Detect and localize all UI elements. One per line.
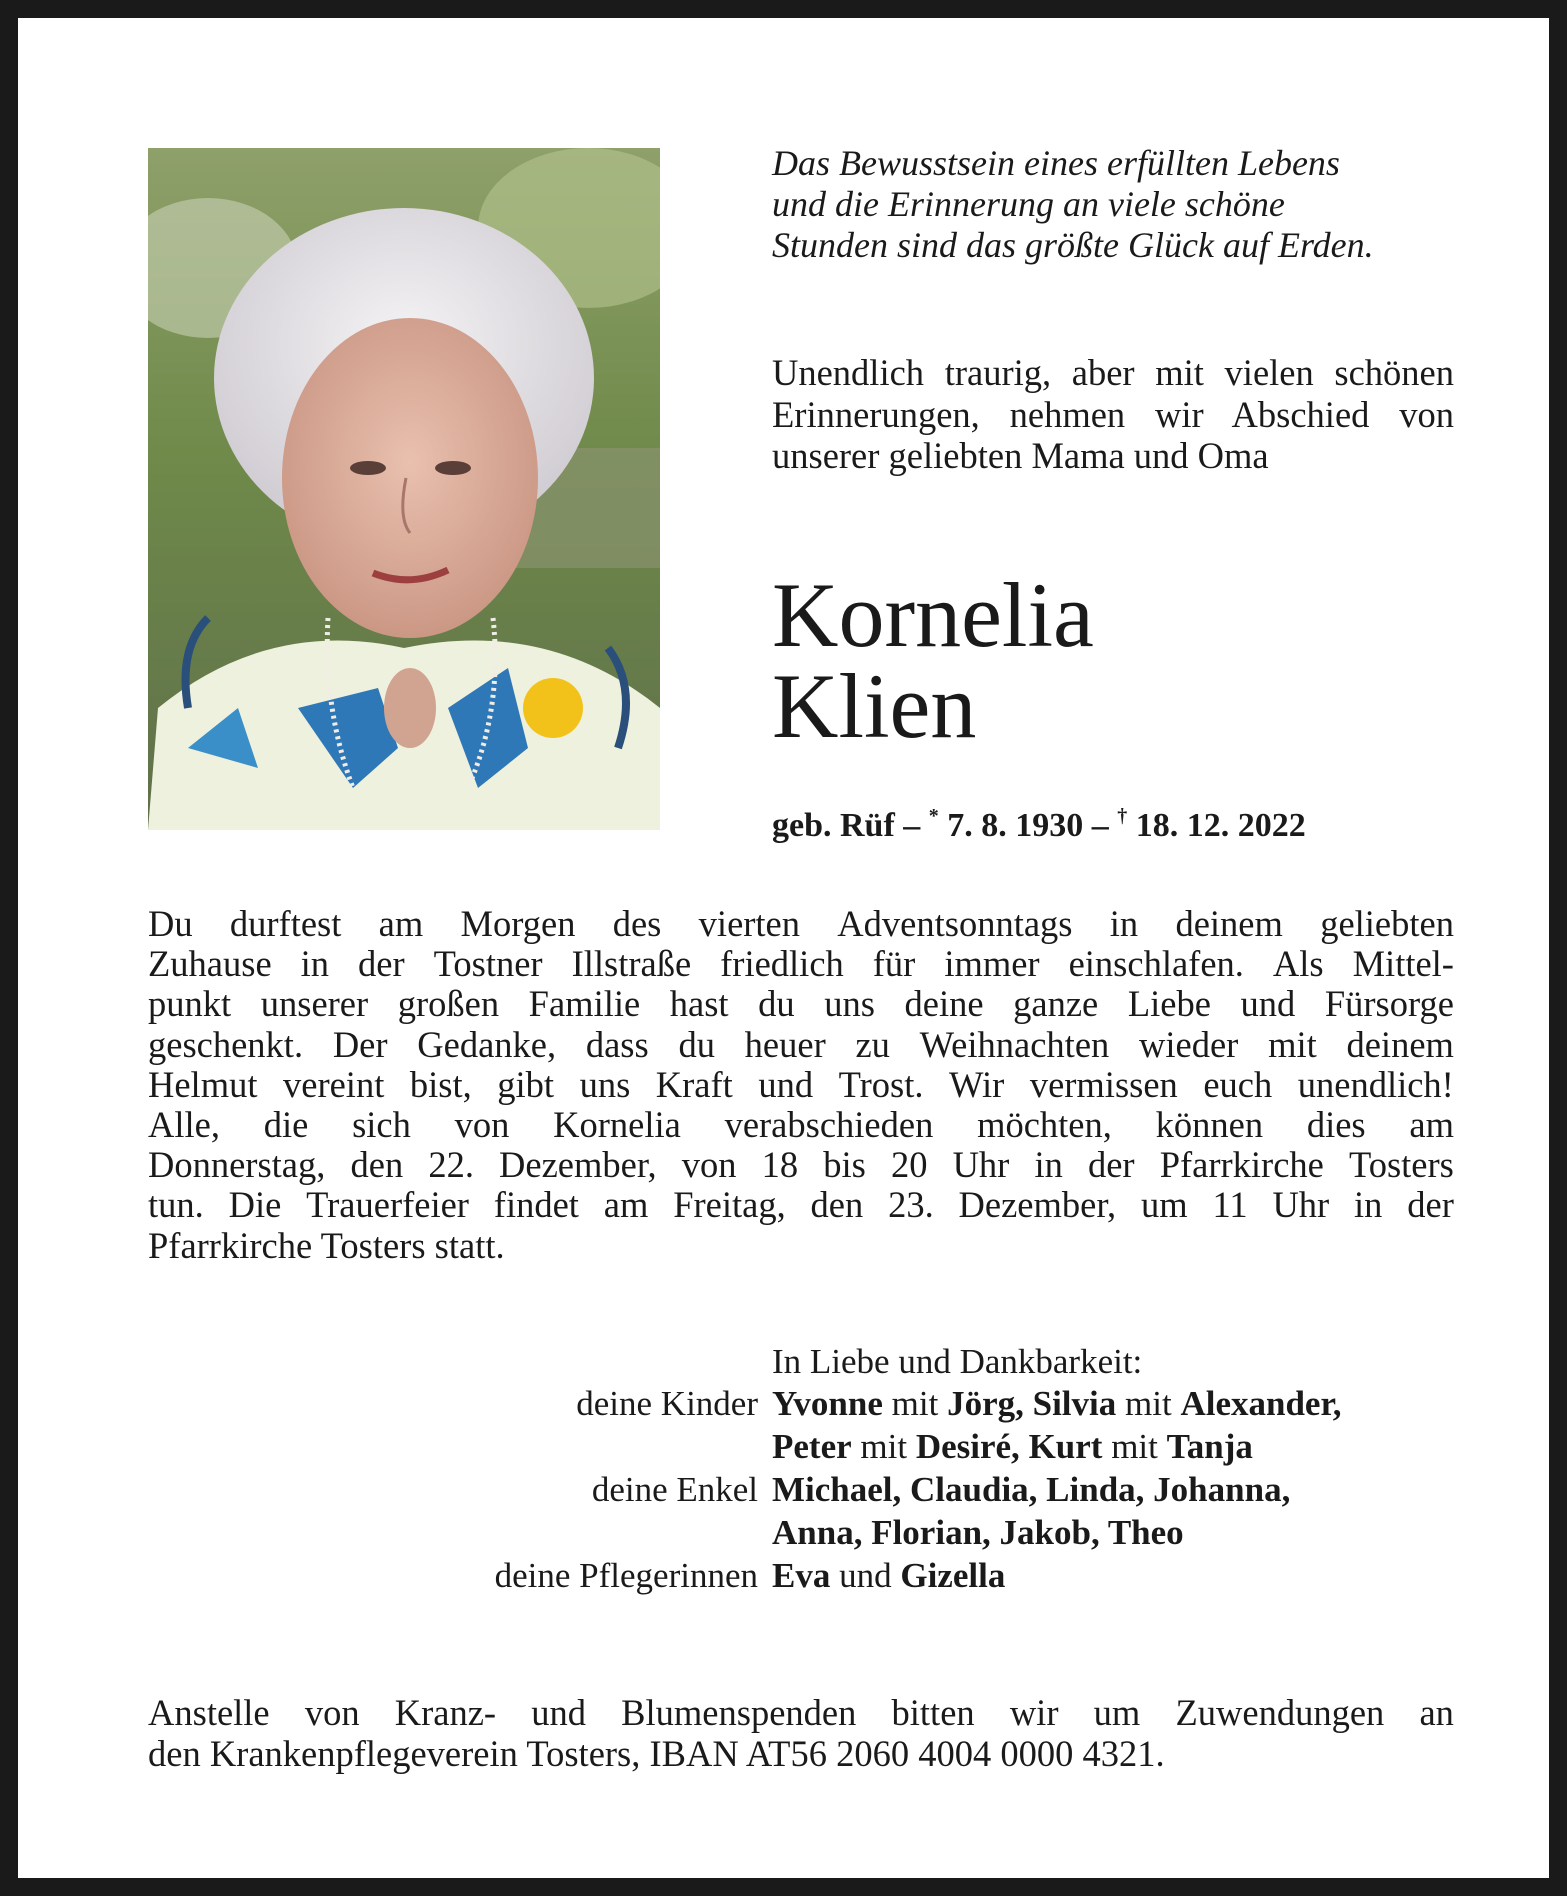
enkel-names-bold: Anna, Florian, Jakob, Theo [772, 1513, 1184, 1552]
connector-text: und [830, 1556, 901, 1595]
first-name: Kornelia [772, 564, 1094, 666]
word: Helmut [148, 1063, 258, 1105]
last-name: Klien [772, 655, 977, 757]
word: Liebe [1127, 983, 1211, 1025]
word: mit [1268, 1023, 1317, 1065]
person-name: Desiré, [915, 1427, 1020, 1466]
word: um [1093, 1692, 1141, 1733]
paragraph-line [148, 1065, 1454, 1105]
word: 23. [888, 1184, 934, 1226]
word: dass [585, 1023, 649, 1065]
word: friedlich [720, 943, 844, 985]
word: verabschieden [724, 1104, 934, 1146]
death-date: 18. 12. 2022 [1135, 807, 1306, 844]
paragraph-line [148, 904, 1454, 944]
main-paragraph [148, 904, 1454, 1266]
word: vierten [698, 903, 801, 944]
word: Gedanke, [417, 1023, 557, 1065]
word: 18 [761, 1144, 799, 1186]
enkel-row [318, 1468, 1458, 1511]
word: du [758, 983, 795, 1025]
word: am [1409, 1104, 1454, 1146]
word: durftest [229, 903, 342, 944]
word: Zuwendungen [1175, 1692, 1385, 1733]
word: Die [228, 1184, 282, 1226]
word: 11 [1212, 1184, 1248, 1226]
word: des [612, 903, 662, 944]
word: in [1109, 903, 1139, 944]
word: uns [579, 1063, 631, 1105]
connector-text: mit [851, 1427, 916, 1466]
word: du [678, 1023, 715, 1065]
word: Kranz- [394, 1692, 497, 1733]
word: der [358, 943, 405, 985]
word: tun. [148, 1184, 204, 1226]
person-name: Alexander, [1180, 1384, 1342, 1423]
word: Mittel- [1352, 943, 1454, 985]
word: Wir [949, 1063, 1005, 1105]
maiden-name: geb. Rüf – [772, 807, 921, 844]
word: Der [332, 1023, 388, 1065]
word: von [304, 1692, 360, 1733]
word: hast [669, 983, 729, 1025]
word: Tostner [433, 943, 543, 985]
paragraph-line [148, 1105, 1454, 1145]
paragraph-line [148, 944, 1454, 984]
pflege-label: deine Pflegerinnen [494, 1556, 758, 1595]
word: in [300, 943, 330, 985]
pflege-row [318, 1554, 1458, 1597]
quote-line: Das Bewusstsein eines erfüllten Lebens [772, 143, 1340, 183]
life-dates [772, 796, 1306, 846]
word: Anstelle [148, 1692, 270, 1733]
enkel-names-bold: Michael, Claudia, Linda, Johanna, [772, 1470, 1291, 1509]
word: Donnerstag, [148, 1144, 326, 1186]
mourners-list [318, 1382, 1458, 1597]
word: am [378, 903, 424, 944]
paragraph-line [148, 1025, 1454, 1065]
person-name: Peter [772, 1427, 852, 1466]
donation-line: den Krankenpflegeverein Tosters, IBAN AT56 2060 4004 0000 4321. [148, 1732, 1165, 1774]
word: wieder [1139, 1023, 1239, 1065]
paragraph-line [148, 984, 1454, 1024]
word: sich [352, 1104, 411, 1146]
word: Adventsonntags [837, 903, 1073, 944]
word: Blumenspenden [621, 1692, 857, 1733]
word: wir [1009, 1692, 1059, 1733]
connector-text [1020, 1427, 1029, 1466]
enkel-names [772, 1511, 1184, 1554]
person-name: Yvonne [772, 1384, 883, 1423]
person-name: Eva [772, 1556, 831, 1595]
word: unserer [260, 983, 369, 1025]
word: von [681, 1144, 737, 1186]
word: immer [944, 943, 1040, 985]
word: uns [824, 983, 875, 1025]
word: Trauerfeier [306, 1184, 469, 1226]
word: Uhr [952, 1144, 1010, 1186]
quote-line: Stunden sind das größte Glück auf Erden. [772, 225, 1374, 265]
word: Weihnachten [919, 1023, 1110, 1065]
kinder-names [772, 1425, 1253, 1468]
person-name: Jörg, [947, 1384, 1024, 1423]
enkel-names [772, 1468, 1290, 1511]
enkel-label: deine Enkel [591, 1470, 758, 1509]
word: deinem [1175, 903, 1283, 944]
birth-date: 7. 8. 1930 – [947, 807, 1109, 844]
deceased-name [772, 564, 1094, 757]
word: die [263, 1104, 309, 1146]
word: möchten, [977, 1104, 1112, 1146]
word: und [1240, 983, 1296, 1025]
paragraph-line [148, 1145, 1454, 1185]
word: Als [1272, 943, 1324, 985]
word: vermissen [1029, 1063, 1178, 1105]
word: Morgen [460, 903, 576, 944]
word: den [350, 1144, 404, 1186]
portrait-illustration [148, 148, 660, 830]
word: unendlich! [1297, 1063, 1454, 1105]
word: zu [855, 1023, 890, 1065]
enkel-row-2 [318, 1511, 1458, 1554]
word: der [1407, 1184, 1454, 1226]
word: Uhr [1272, 1184, 1330, 1226]
word: Familie [528, 983, 641, 1025]
word: den [810, 1184, 864, 1226]
person-name: Silvia [1032, 1384, 1117, 1423]
word: heuer [744, 1023, 826, 1065]
word: deine [904, 983, 984, 1025]
quote-line: und die Erinnerung an viele schöne [772, 184, 1285, 224]
person-name: Gizella [900, 1556, 1006, 1595]
pflege-names [772, 1554, 1005, 1597]
word: findet [493, 1184, 579, 1226]
word: Kornelia [553, 1104, 681, 1146]
donation-note [148, 1693, 1454, 1774]
word: und [531, 1692, 586, 1733]
word: deinem [1346, 1023, 1454, 1065]
word: Kraft [655, 1063, 733, 1105]
kinder-row-2 [318, 1425, 1458, 1468]
word: Tosters [1348, 1144, 1454, 1186]
word: in [1354, 1184, 1383, 1226]
word: Zuhause [148, 943, 272, 985]
birth-symbol: * [928, 805, 939, 827]
person-name: Tanja [1166, 1427, 1253, 1466]
word: und [758, 1063, 814, 1105]
word: punkt [148, 983, 232, 1025]
donation-line [148, 1693, 1454, 1734]
connector-text: mit [882, 1384, 948, 1423]
kinder-label: deine Kinder [576, 1384, 758, 1423]
word: einschlafen. [1068, 943, 1244, 985]
connector-text: mit [1116, 1384, 1181, 1423]
word: Du [148, 903, 193, 944]
word: großen [397, 983, 500, 1025]
word: von [454, 1104, 510, 1146]
word: Dezember, [958, 1184, 1117, 1226]
connector-text: mit [1102, 1427, 1167, 1466]
word: Illstraße [571, 943, 692, 985]
signoff: In Liebe und Dankbarkeit: [772, 1342, 1143, 1381]
word: 20 [890, 1144, 928, 1186]
word: Fürsorge [1324, 983, 1454, 1025]
paragraph-line [148, 1185, 1454, 1225]
word: ganze [1013, 983, 1099, 1025]
paragraph-line: Pfarrkirche Tosters statt. [148, 1224, 505, 1266]
word: Freitag, [673, 1184, 786, 1226]
word: in [1034, 1144, 1063, 1186]
word: bis [823, 1144, 866, 1186]
word: gibt [497, 1063, 555, 1105]
word: geliebten [1320, 903, 1454, 944]
person-name: Kurt [1028, 1427, 1103, 1466]
opening-quote [772, 143, 1452, 266]
word: an [1419, 1692, 1454, 1733]
word: der [1087, 1144, 1135, 1186]
connector-text [1024, 1384, 1033, 1423]
death-symbol: † [1117, 805, 1128, 827]
word: bitten [891, 1692, 975, 1733]
word: Alle, [148, 1104, 220, 1146]
word: vereint [283, 1063, 385, 1105]
word: euch [1203, 1063, 1273, 1105]
word: am [603, 1184, 649, 1226]
word: geschenkt. [148, 1023, 304, 1065]
word: Dezember, [499, 1144, 657, 1186]
word: bist, [409, 1063, 472, 1105]
word: für [872, 943, 916, 985]
portrait-photo [148, 148, 660, 830]
word: Pfarrkirche [1159, 1144, 1324, 1186]
intro-paragraph: Unendlich traurig, aber mit vielen schönen Erinnerungen, nehmen wir Abschied von unserer geliebten Mama und Oma [772, 352, 1454, 476]
word: 22. [428, 1144, 474, 1186]
word: können [1155, 1104, 1264, 1146]
word: um [1140, 1184, 1188, 1226]
kinder-row [318, 1382, 1458, 1425]
word: Trost. [838, 1063, 924, 1105]
word: dies [1306, 1104, 1366, 1146]
kinder-names [772, 1382, 1342, 1425]
